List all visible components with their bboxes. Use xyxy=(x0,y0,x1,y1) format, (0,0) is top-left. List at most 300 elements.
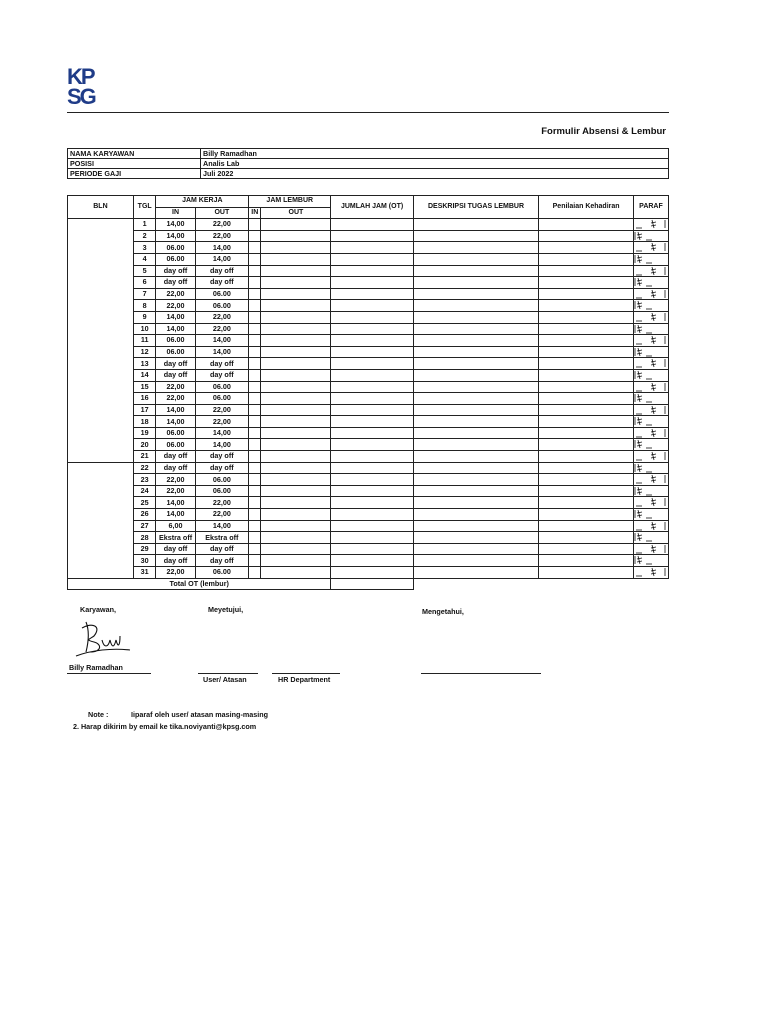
jumlah-jam-cell xyxy=(331,265,413,277)
jumlah-jam-cell xyxy=(331,532,413,544)
jam-lembur-in-cell xyxy=(249,323,261,335)
bln-cell xyxy=(68,277,134,289)
bln-cell xyxy=(68,404,134,416)
tgl-cell: 7 xyxy=(133,288,156,300)
jam-kerja-out-cell: 06.00 xyxy=(195,485,249,497)
table-row xyxy=(68,416,669,428)
jam-lembur-in-cell xyxy=(249,497,261,509)
jam-lembur-out-cell xyxy=(261,242,331,254)
penilaian-cell xyxy=(539,277,634,289)
jam-kerja-in-cell: 14,00 xyxy=(156,416,195,428)
jumlah-jam-cell xyxy=(331,311,413,323)
table-row xyxy=(68,451,669,463)
penilaian-cell xyxy=(539,288,634,300)
info-value: Billy Ramadhan xyxy=(201,149,669,159)
deskripsi-cell xyxy=(413,335,539,347)
bln-cell xyxy=(68,242,134,254)
deskripsi-cell xyxy=(413,462,539,474)
deskripsi-cell xyxy=(413,242,539,254)
initials-icon xyxy=(634,347,668,358)
deskripsi-cell xyxy=(413,358,539,370)
col-lembur-out: OUT xyxy=(261,207,331,219)
jumlah-jam-cell xyxy=(331,509,413,521)
initials-icon xyxy=(634,486,668,497)
jam-kerja-out-cell: 06.00 xyxy=(195,393,249,405)
col-bln: BLN xyxy=(68,196,134,219)
bln-cell xyxy=(68,474,134,486)
initials-icon xyxy=(634,509,668,520)
tgl-cell: 14 xyxy=(133,369,156,381)
tgl-cell: 5 xyxy=(133,265,156,277)
paraf-cell xyxy=(633,532,668,544)
paraf-cell xyxy=(633,300,668,312)
signature-area xyxy=(0,600,768,740)
jumlah-jam-cell xyxy=(331,335,413,347)
jam-kerja-out-cell: 22,00 xyxy=(195,416,249,428)
jam-kerja-out-cell: 06.00 xyxy=(195,474,249,486)
table-row xyxy=(68,253,669,265)
initials-icon xyxy=(634,289,668,300)
jam-kerja-out-cell: 06.00 xyxy=(195,567,249,579)
jam-lembur-in-cell xyxy=(249,265,261,277)
initials-icon xyxy=(634,358,668,369)
jam-kerja-out-cell: 22,00 xyxy=(195,497,249,509)
penilaian-cell xyxy=(539,485,634,497)
jumlah-jam-cell xyxy=(331,230,413,242)
tgl-cell: 21 xyxy=(133,451,156,463)
jam-kerja-in-cell: day off xyxy=(156,543,195,555)
jam-kerja-out-cell: 14,00 xyxy=(195,253,249,265)
paraf-cell xyxy=(633,509,668,521)
col-jumlah-jam: JUMLAH JAM (OT) xyxy=(331,196,413,219)
bln-cell xyxy=(68,543,134,555)
tgl-cell: 31 xyxy=(133,567,156,579)
deskripsi-cell xyxy=(413,497,539,509)
paraf-cell xyxy=(633,381,668,393)
paraf-cell xyxy=(633,335,668,347)
jam-lembur-out-cell xyxy=(261,219,331,231)
tgl-cell: 10 xyxy=(133,323,156,335)
deskripsi-cell xyxy=(413,474,539,486)
paraf-cell xyxy=(633,288,668,300)
deskripsi-cell xyxy=(413,404,539,416)
bln-cell xyxy=(68,393,134,405)
employee-info-table xyxy=(67,148,669,179)
paraf-cell xyxy=(633,242,668,254)
label-user-atasan: User/ Atasan xyxy=(203,675,247,684)
penilaian-cell xyxy=(539,393,634,405)
jumlah-jam-cell xyxy=(331,381,413,393)
table-row xyxy=(68,427,669,439)
total-value xyxy=(331,578,413,590)
paraf-cell xyxy=(633,404,668,416)
penilaian-cell xyxy=(539,520,634,532)
table-row xyxy=(68,474,669,486)
table-row xyxy=(68,369,669,381)
jam-kerja-out-cell: day off xyxy=(195,358,249,370)
jam-kerja-in-cell: day off xyxy=(156,358,195,370)
jam-kerja-out-cell: day off xyxy=(195,451,249,463)
bln-cell xyxy=(68,462,134,474)
bln-cell xyxy=(68,358,134,370)
jam-lembur-in-cell xyxy=(249,567,261,579)
label-mengetahui: Mengetahui, xyxy=(422,607,464,616)
jam-lembur-out-cell xyxy=(261,520,331,532)
tgl-cell: 20 xyxy=(133,439,156,451)
paraf-cell xyxy=(633,485,668,497)
bln-cell xyxy=(68,555,134,567)
paraf-cell xyxy=(633,497,668,509)
jumlah-jam-cell xyxy=(331,520,413,532)
paraf-cell xyxy=(633,520,668,532)
jam-kerja-in-cell: 22,00 xyxy=(156,381,195,393)
logo-line-2: SG xyxy=(67,84,95,109)
table-row xyxy=(68,346,669,358)
employee-name: Billy Ramadhan xyxy=(69,663,123,672)
penilaian-cell xyxy=(539,219,634,231)
initials-icon xyxy=(634,242,668,253)
jam-kerja-out-cell: 06.00 xyxy=(195,300,249,312)
penilaian-cell xyxy=(539,335,634,347)
jumlah-jam-cell xyxy=(331,253,413,265)
paraf-cell xyxy=(633,311,668,323)
jam-kerja-out-cell: 22,00 xyxy=(195,323,249,335)
paraf-cell xyxy=(633,346,668,358)
jam-kerja-out-cell: 22,00 xyxy=(195,509,249,521)
paraf-cell xyxy=(633,369,668,381)
deskripsi-cell xyxy=(413,253,539,265)
info-label: POSISI xyxy=(68,159,201,169)
initials-icon xyxy=(634,324,668,335)
jam-lembur-out-cell xyxy=(261,369,331,381)
jam-lembur-in-cell xyxy=(249,393,261,405)
jam-lembur-in-cell xyxy=(249,311,261,323)
jam-lembur-in-cell xyxy=(249,219,261,231)
logo-line-1: KP xyxy=(67,64,94,89)
jumlah-jam-cell xyxy=(331,416,413,428)
jam-lembur-in-cell xyxy=(249,509,261,521)
bln-cell xyxy=(68,265,134,277)
bln-cell xyxy=(68,230,134,242)
table-row xyxy=(68,532,669,544)
jam-kerja-out-cell: 14,00 xyxy=(195,439,249,451)
deskripsi-cell xyxy=(413,323,539,335)
initials-icon xyxy=(634,382,668,393)
table-row xyxy=(68,543,669,555)
table-row xyxy=(68,555,669,567)
bln-cell xyxy=(68,311,134,323)
signature-line-mengetahui xyxy=(421,673,541,674)
jam-lembur-out-cell xyxy=(261,393,331,405)
jumlah-jam-cell xyxy=(331,404,413,416)
jam-kerja-in-cell: 14,00 xyxy=(156,509,195,521)
initials-icon xyxy=(634,393,668,404)
deskripsi-cell xyxy=(413,288,539,300)
jam-kerja-in-cell: day off xyxy=(156,265,195,277)
paraf-cell xyxy=(633,439,668,451)
table-row xyxy=(68,462,669,474)
bln-cell xyxy=(68,532,134,544)
deskripsi-cell xyxy=(413,520,539,532)
jam-kerja-in-cell: 14,00 xyxy=(156,311,195,323)
jam-lembur-in-cell xyxy=(249,230,261,242)
jam-lembur-in-cell xyxy=(249,485,261,497)
jam-kerja-in-cell: 22,00 xyxy=(156,288,195,300)
table-row xyxy=(68,242,669,254)
note-line-1: Iiparaf oleh user/ atasan masing-masing xyxy=(131,710,269,719)
table-row xyxy=(68,509,669,521)
attendance-table xyxy=(67,195,669,590)
jam-kerja-in-cell: 6,00 xyxy=(156,520,195,532)
jam-lembur-out-cell xyxy=(261,509,331,521)
jam-kerja-out-cell: 06.00 xyxy=(195,381,249,393)
tgl-cell: 26 xyxy=(133,509,156,521)
jam-kerja-in-cell: 22,00 xyxy=(156,567,195,579)
jam-kerja-out-cell: 14,00 xyxy=(195,242,249,254)
penilaian-cell xyxy=(539,416,634,428)
label-hr: HR Department xyxy=(278,675,331,684)
table-row xyxy=(68,381,669,393)
jam-lembur-out-cell xyxy=(261,462,331,474)
signature-line-karyawan xyxy=(67,673,151,674)
bln-cell xyxy=(68,427,134,439)
deskripsi-cell xyxy=(413,219,539,231)
jam-lembur-in-cell xyxy=(249,404,261,416)
table-row xyxy=(68,358,669,370)
jam-lembur-in-cell xyxy=(249,543,261,555)
jam-kerja-out-cell: 14,00 xyxy=(195,346,249,358)
deskripsi-cell xyxy=(413,485,539,497)
bln-cell xyxy=(68,416,134,428)
jam-lembur-in-cell xyxy=(249,427,261,439)
tgl-cell: 23 xyxy=(133,474,156,486)
deskripsi-cell xyxy=(413,416,539,428)
jam-kerja-in-cell: 14,00 xyxy=(156,219,195,231)
deskripsi-cell xyxy=(413,567,539,579)
jam-kerja-in-cell: Ekstra off xyxy=(156,532,195,544)
paraf-cell xyxy=(633,265,668,277)
jam-lembur-out-cell xyxy=(261,230,331,242)
paraf-cell xyxy=(633,277,668,289)
jam-lembur-in-cell xyxy=(249,335,261,347)
jumlah-jam-cell xyxy=(331,219,413,231)
initials-icon xyxy=(634,405,668,416)
jam-lembur-in-cell xyxy=(249,300,261,312)
jam-kerja-in-cell: 06.00 xyxy=(156,346,195,358)
jam-lembur-in-cell xyxy=(249,358,261,370)
jam-lembur-in-cell xyxy=(249,381,261,393)
bln-cell xyxy=(68,323,134,335)
employee-signature xyxy=(72,618,134,660)
jam-lembur-out-cell xyxy=(261,323,331,335)
tgl-cell: 29 xyxy=(133,543,156,555)
paraf-cell xyxy=(633,230,668,242)
deskripsi-cell xyxy=(413,265,539,277)
jam-lembur-out-cell xyxy=(261,474,331,486)
table-row xyxy=(68,277,669,289)
jam-kerja-out-cell: day off xyxy=(195,265,249,277)
signature-line-hr xyxy=(272,673,340,674)
jam-kerja-in-cell: day off xyxy=(156,277,195,289)
bln-cell xyxy=(68,346,134,358)
info-value: Analis Lab xyxy=(201,159,669,169)
tgl-cell: 28 xyxy=(133,532,156,544)
jam-kerja-in-cell: 14,00 xyxy=(156,497,195,509)
info-row-position xyxy=(68,159,669,169)
jam-lembur-out-cell xyxy=(261,567,331,579)
table-row xyxy=(68,219,669,231)
jam-kerja-in-cell: day off xyxy=(156,369,195,381)
jam-lembur-out-cell xyxy=(261,532,331,544)
table-row xyxy=(68,300,669,312)
jumlah-jam-cell xyxy=(331,288,413,300)
bln-cell xyxy=(68,520,134,532)
table-row xyxy=(68,520,669,532)
jam-kerja-in-cell: day off xyxy=(156,462,195,474)
tgl-cell: 15 xyxy=(133,381,156,393)
initials-icon xyxy=(634,335,668,346)
initials-icon xyxy=(634,219,668,230)
jam-lembur-out-cell xyxy=(261,253,331,265)
jam-lembur-out-cell xyxy=(261,346,331,358)
tgl-cell: 17 xyxy=(133,404,156,416)
jumlah-jam-cell xyxy=(331,277,413,289)
initials-icon xyxy=(634,231,668,242)
tgl-cell: 13 xyxy=(133,358,156,370)
paraf-cell xyxy=(633,416,668,428)
penilaian-cell xyxy=(539,346,634,358)
deskripsi-cell xyxy=(413,427,539,439)
penilaian-cell xyxy=(539,474,634,486)
col-tgl: TGL xyxy=(133,196,156,219)
jam-lembur-out-cell xyxy=(261,300,331,312)
label-karyawan: Karyawan, xyxy=(80,605,116,614)
total-label: Total OT (lembur) xyxy=(68,578,331,590)
tgl-cell: 16 xyxy=(133,393,156,405)
initials-icon xyxy=(634,428,668,439)
form-title: Formulir Absensi & Lembur xyxy=(541,126,666,137)
jam-kerja-out-cell: 14,00 xyxy=(195,427,249,439)
initials-icon xyxy=(634,544,668,555)
jam-lembur-in-cell xyxy=(249,474,261,486)
jam-lembur-in-cell xyxy=(249,288,261,300)
jam-lembur-in-cell xyxy=(249,555,261,567)
tgl-cell: 30 xyxy=(133,555,156,567)
initials-icon xyxy=(634,555,668,566)
jam-kerja-out-cell: day off xyxy=(195,369,249,381)
deskripsi-cell xyxy=(413,346,539,358)
penilaian-cell xyxy=(539,462,634,474)
bln-cell xyxy=(68,369,134,381)
bln-cell xyxy=(68,300,134,312)
total-spacer xyxy=(413,578,668,590)
tgl-cell: 8 xyxy=(133,300,156,312)
bln-cell xyxy=(68,439,134,451)
note-line-2: 2. Harap dikirim by email ke tika.noviyanti@kpsg.com xyxy=(73,722,257,731)
table-row xyxy=(68,497,669,509)
jam-kerja-out-cell: 06.00 xyxy=(195,288,249,300)
jumlah-jam-cell xyxy=(331,358,413,370)
deskripsi-cell xyxy=(413,277,539,289)
jam-kerja-out-cell: 22,00 xyxy=(195,404,249,416)
penilaian-cell xyxy=(539,369,634,381)
initials-icon xyxy=(634,416,668,427)
jam-lembur-out-cell xyxy=(261,288,331,300)
tgl-cell: 1 xyxy=(133,219,156,231)
col-kerja-in: IN xyxy=(156,207,195,219)
jam-kerja-in-cell: 22,00 xyxy=(156,393,195,405)
penilaian-cell xyxy=(539,242,634,254)
jam-lembur-in-cell xyxy=(249,277,261,289)
jumlah-jam-cell xyxy=(331,462,413,474)
table-row xyxy=(68,485,669,497)
paraf-cell xyxy=(633,393,668,405)
table-row xyxy=(68,230,669,242)
jam-lembur-in-cell xyxy=(249,253,261,265)
jam-lembur-in-cell xyxy=(249,369,261,381)
jumlah-jam-cell xyxy=(331,369,413,381)
bln-cell xyxy=(68,381,134,393)
penilaian-cell xyxy=(539,358,634,370)
jam-kerja-in-cell: day off xyxy=(156,451,195,463)
initials-icon xyxy=(634,521,668,532)
bln-cell xyxy=(68,485,134,497)
initials-icon xyxy=(634,463,668,474)
deskripsi-cell xyxy=(413,381,539,393)
jam-lembur-in-cell xyxy=(249,439,261,451)
table-row xyxy=(68,311,669,323)
tgl-cell: 2 xyxy=(133,230,156,242)
jumlah-jam-cell xyxy=(331,555,413,567)
label-menyetujui: Meyetujui, xyxy=(208,605,244,614)
initials-icon xyxy=(634,532,668,543)
tgl-cell: 19 xyxy=(133,427,156,439)
jam-kerja-in-cell: 06.00 xyxy=(156,253,195,265)
jam-lembur-in-cell xyxy=(249,346,261,358)
jam-lembur-out-cell xyxy=(261,404,331,416)
jam-lembur-in-cell xyxy=(249,520,261,532)
penilaian-cell xyxy=(539,230,634,242)
penilaian-cell xyxy=(539,497,634,509)
jam-kerja-out-cell: day off xyxy=(195,277,249,289)
jumlah-jam-cell xyxy=(331,242,413,254)
col-paraf: PARAF xyxy=(633,196,668,219)
initials-icon xyxy=(634,497,668,508)
info-label: NAMA KARYAWAN xyxy=(68,149,201,159)
jam-kerja-in-cell: 06.00 xyxy=(156,427,195,439)
table-row xyxy=(68,265,669,277)
jumlah-jam-cell xyxy=(331,439,413,451)
jam-lembur-out-cell xyxy=(261,311,331,323)
penilaian-cell xyxy=(539,532,634,544)
penilaian-cell xyxy=(539,253,634,265)
col-lembur-in: IN xyxy=(249,207,261,219)
jam-kerja-in-cell: 14,00 xyxy=(156,404,195,416)
penilaian-cell xyxy=(539,509,634,521)
initials-icon xyxy=(634,370,668,381)
penilaian-cell xyxy=(539,567,634,579)
deskripsi-cell xyxy=(413,509,539,521)
signature-line-atasan xyxy=(198,673,258,674)
jam-lembur-out-cell xyxy=(261,439,331,451)
jumlah-jam-cell xyxy=(331,485,413,497)
paraf-cell xyxy=(633,427,668,439)
jam-lembur-out-cell xyxy=(261,358,331,370)
penilaian-cell xyxy=(539,265,634,277)
initials-icon xyxy=(634,300,668,311)
total-row xyxy=(68,578,669,590)
deskripsi-cell xyxy=(413,543,539,555)
